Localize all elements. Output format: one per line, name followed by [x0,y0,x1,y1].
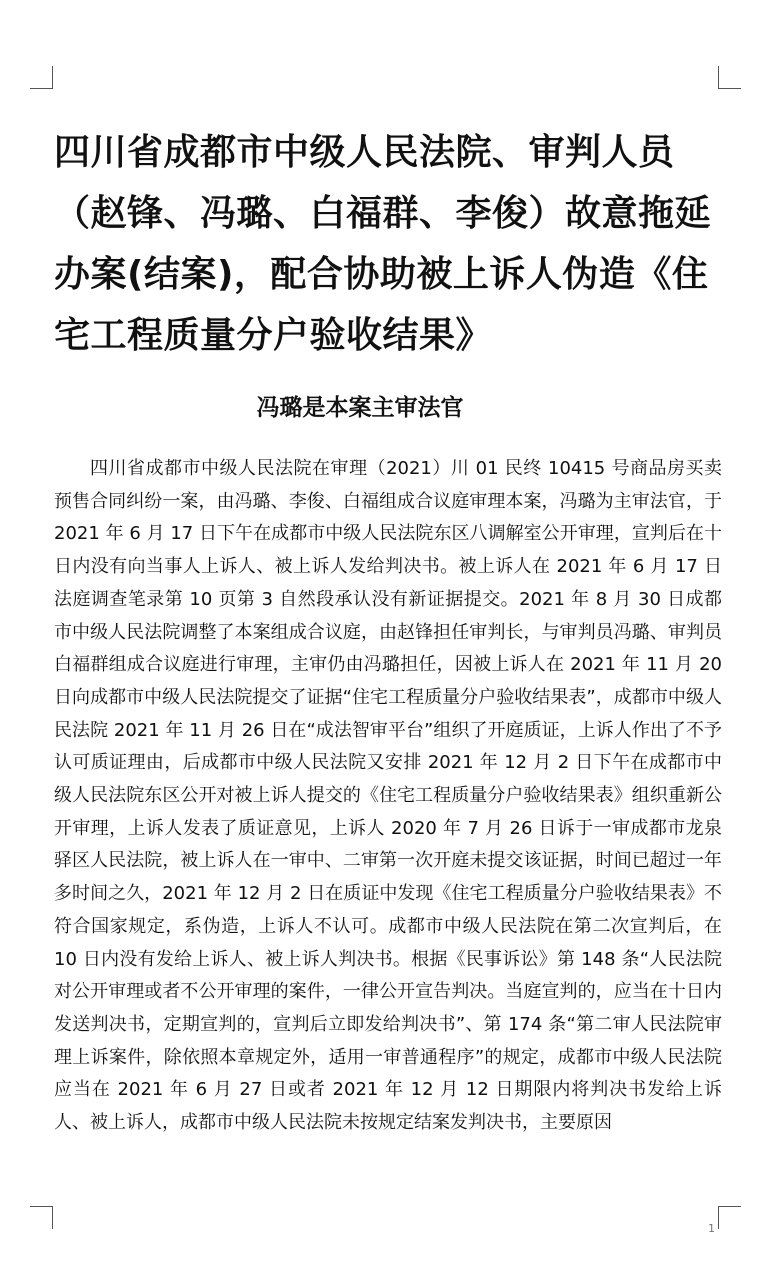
crop-mark-top-left [30,66,53,89]
crop-mark-top-right [718,66,741,89]
page-number: 1 [708,1222,715,1235]
crop-mark-bottom-left [30,1206,53,1229]
crop-mark-bottom-right [718,1206,741,1229]
document-subtitle: 冯璐是本案主审法官 [256,395,464,421]
body-paragraph: 四川省成都市中级人民法院在审理（2021）川 01 民终 10415 号商品房买卖预售合同纠纷一案，由冯璐、李俊、白福组成合议庭审理本案，冯璐为主审法官，于 2021 年 6 月 17 日下午在成都市中级人民法院东区八调解室公开审理，宣判后在十日内没有向当事人上诉人、被上诉人发给判决书。被上诉人在 2021 年 6 月 17 日法庭调查笔录第 10 页第 3 自然段承认没有新证据提交。2021 年 8 月 30 日成都市中级人民法院调整了本案组成合议庭，由赵锋担任审判长，与审判员冯璐、审判员白福群组成合议庭进行审理，主审仍由冯璐担任，因被上诉人在 2021 年 11 月 20 日向成都市中级人民法院提交了证据“住宅工程质量分户验收结果表”，成都市中级人民法院 2021 年 11 月 26 日在“成法智审平台”组织了开庭质证，上诉人作出了不予认可质证理由，后成都市中级人民法院又安排 2021 年 12 月 2 日下午在成都市中级人民法院东区公开对被上诉人提交的《住宅工程质量分户验收结果表》组织重新公开审理，上诉人发表了质证意见，上诉人 2020 年 7 月 26 日诉于一审成都市龙泉驿区人民法院，被上诉人在一审中、二审第一次开庭未提交该证据，时间已超过一年多时间之久，2021 年 12 月 2 日在质证中发现《住宅工程质量分户验收结果表》不符合国家规定，系伪造，上诉人不认可。成都市中级人民法院在第二次宣判后，在 10 日内没有发给上诉人、被上诉人判决书。根据《民事诉讼》第 148 条“人民法院对公开审理或者不公开审理的案件，一律公开宣告判决。当庭宣判的，应当在十日内发送判决书，定期宣判的，宣判后立即发给判决书”、第 174 条“第二审人民法院审理上诉案件，除依照本章规定外，适用一审普通程序”的规定，成都市中级人民法院应当在 2021 年 6 月 27 日或者 2021 年 12 月 12 日期限内将判决书发给上诉人、被上诉人，成都市中级人民法院未按规定结案发判决书，主要原因 [54,458,722,1134]
document-title: 四川省成都市中级人民法院、审判人员（赵锋、冯璐、白福群、李俊）故意拖延办案(结案)，配合协助被上诉人伪造《住宅工程质量分户验收结果》 [54,132,712,356]
